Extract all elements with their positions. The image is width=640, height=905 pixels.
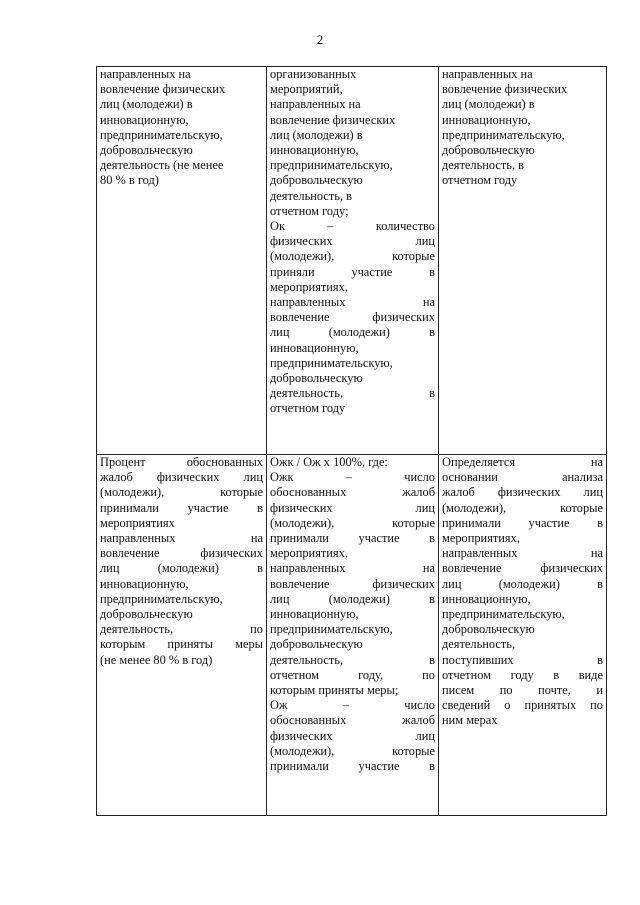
table-cell [439,455,607,816]
text-line: предпринимательскую, [100,127,223,142]
text-line: деятельность, [442,637,516,652]
text-line: предпринимательскую, [270,355,393,370]
text-line: мероприятиях, [270,546,348,561]
text-line: ним мерах [442,713,498,728]
text-line: лиц (молодежи) в [270,591,435,606]
text-line: Ок – количество [270,219,435,234]
text-line: основании анализа [442,470,603,485]
text-line: (молодежи), которые [100,485,263,500]
text-line: которым приняты меры; [270,683,399,698]
text-line: мероприятиях, [442,531,520,546]
text-line: принимали участие в [270,759,435,774]
text-line: инновационную, [442,112,531,127]
text-line: деятельность, в [270,652,435,667]
cell-text [442,455,603,815]
text-line: Процент обоснованных [100,455,263,469]
text-line: предпринимательскую, [100,591,223,606]
text-line: (молодежи), которые [270,515,435,530]
text-line: направленных на [442,546,603,561]
cell-text [270,455,435,815]
text-line: обоснованных жалоб [270,713,435,728]
text-line: направленных на [442,67,533,81]
text-line: жалоб физических лиц [442,485,603,500]
text-line: лиц (молодежи) в [442,576,603,591]
table-row [97,455,607,816]
text-line: писем по почте, и [442,683,603,698]
cell-text [100,455,263,815]
text-line: (не менее 80 % в год) [100,652,213,667]
text-line: физических лиц [270,500,435,515]
text-line: лиц (молодежи) в [442,97,535,112]
text-line: лиц (молодежи) в [270,127,363,142]
text-line: вовлечение физических [270,310,435,325]
text-line: поступивших в [442,652,603,667]
cell-text [442,67,603,454]
text-line: принимали участие в [100,500,263,515]
page-number: 2 [316,32,324,47]
text-line: добровольческую [270,173,363,188]
text-line: (молодежи), которые [270,743,435,758]
text-line: (молодежи), которые [270,249,435,264]
text-line: инновационную, [442,591,531,606]
text-line: деятельность, в [270,188,352,203]
text-line: отчетном году; [270,203,349,218]
indicator-table [96,66,607,816]
text-line: которым приняты меры [100,637,263,652]
text-line: направленных на [270,561,435,576]
text-line: мероприятиях [100,515,175,530]
text-line: добровольческую [100,607,193,622]
cell-text [100,67,263,454]
text-line: вовлечение физических [100,546,263,561]
table-cell [97,67,267,455]
text-line: приняли участие в [270,264,435,279]
table-cell [439,67,607,455]
text-line: отчетном году, по [270,667,435,682]
table-cell [97,455,267,816]
cell-text [270,67,435,454]
text-line: 80 % в год) [100,173,159,188]
text-line: мероприятий, [270,82,343,97]
text-line: инновационную, [270,143,359,158]
text-line: вовлечение физических [442,561,603,576]
text-line: вовлечение физических [442,82,568,97]
text-line: Ожк – число [270,470,435,485]
text-line: мероприятиях, [270,279,348,294]
text-line: принимали участие в [442,515,603,530]
text-line: отчетном году [442,173,518,188]
text-line: отчетном году [270,401,346,416]
text-line: лиц (молодежи) в [270,325,435,340]
text-line: лиц (молодежи) в [100,97,193,112]
text-line: организованных [270,67,357,81]
text-line: направленных на [100,531,263,546]
text-line: Ожк / Ож х 100%, где: [270,455,388,469]
text-line: предпринимательскую, [270,622,393,637]
table-body [97,67,607,816]
text-line: жалоб физических лиц [100,470,263,485]
text-line: (молодежи), которые [442,500,603,515]
text-line: вовлечение физических [270,576,435,591]
text-line: вовлечение физических [100,82,226,97]
table-cell [267,455,439,816]
text-line: добровольческую [442,622,535,637]
text-line: добровольческую [270,371,363,386]
text-line: физических лиц [270,234,435,249]
text-line: добровольческую [442,143,535,158]
text-line: сведений о принятых по [442,698,603,713]
text-line: инновационную, [100,576,189,591]
text-line: деятельность, в [270,386,435,401]
text-line: направленных на [100,67,191,81]
text-line: Ож – число [270,698,435,713]
table-row [97,67,607,455]
table-cell [267,67,439,455]
text-line: направленных на [270,295,435,310]
text-line: физических лиц [270,728,435,743]
text-line: инновационную, [100,112,189,127]
text-line: обоснованных жалоб [270,485,435,500]
text-line: предпринимательскую, [270,158,393,173]
text-line: предпринимательскую, [442,127,565,142]
text-line: деятельность, по [100,622,263,637]
text-line: лиц (молодежи) в [100,561,263,576]
text-line: деятельность, в [442,158,524,173]
text-line: отчетном году в виде [442,667,603,682]
text-line: добровольческую [100,143,193,158]
text-line: направленных на [270,97,361,112]
text-line: добровольческую [270,637,363,652]
text-line: Определяется на [442,455,603,469]
text-line: деятельность (не менее [100,158,224,173]
text-line: принимали участие в [270,531,435,546]
text-line: вовлечение физических [270,112,396,127]
text-line: инновационную, [270,340,359,355]
text-line: инновационную, [270,607,359,622]
text-line: предпринимательскую, [442,607,565,622]
